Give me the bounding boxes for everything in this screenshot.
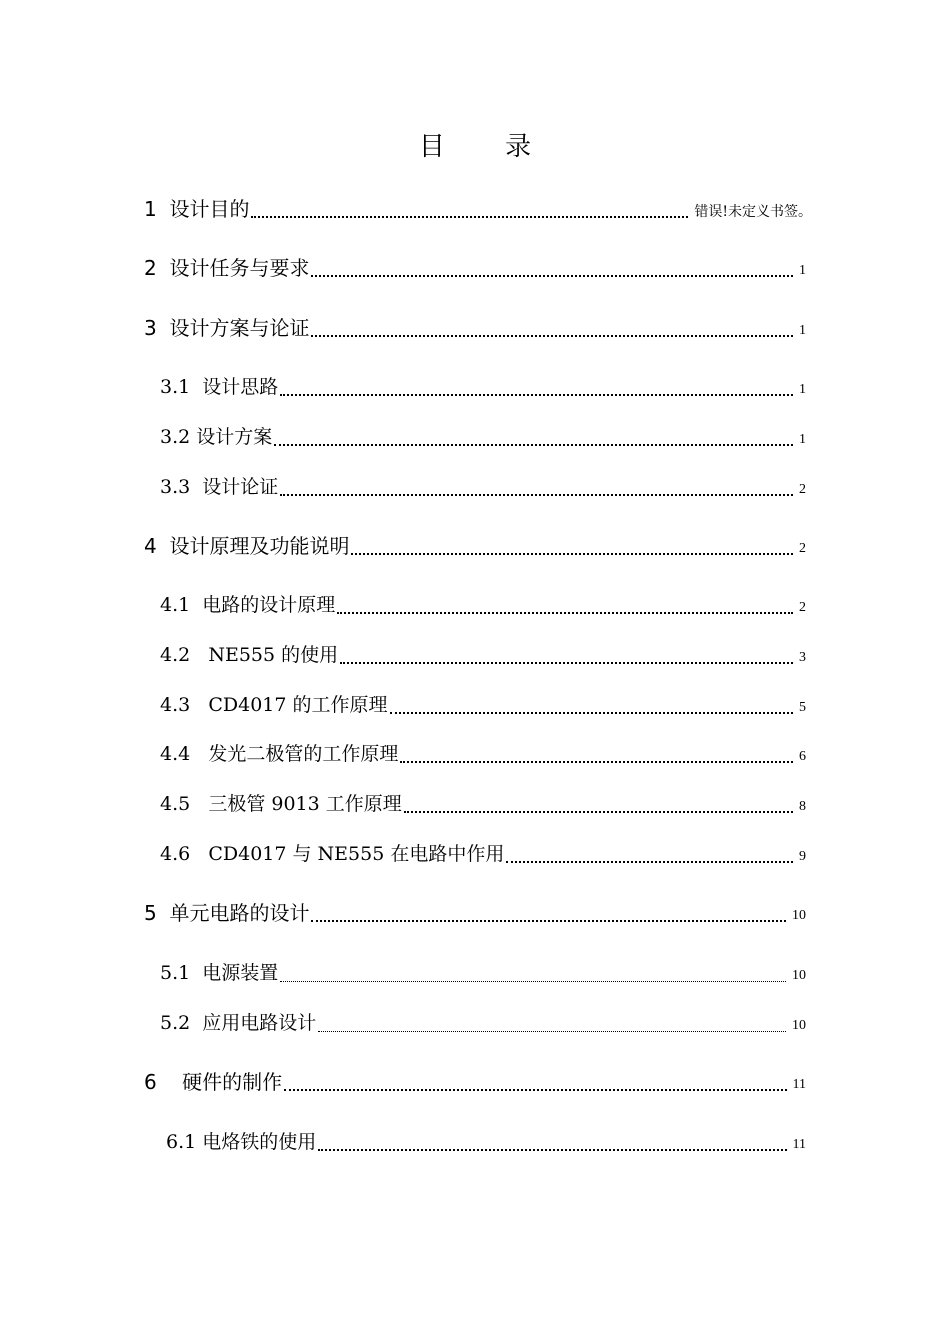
toc-entry-page: 2 xyxy=(799,541,806,556)
toc-entry-page: 2 xyxy=(799,600,806,615)
toc-entry xyxy=(160,470,806,500)
toc-leader xyxy=(311,335,793,337)
toc-entry-label: 5.1 电源装置 xyxy=(160,962,279,984)
toc-leader xyxy=(311,920,786,922)
toc-entry xyxy=(160,588,806,618)
toc-entry xyxy=(160,737,806,767)
toc-entry-label: 3.1 设计思路 xyxy=(160,376,279,398)
toc-entry-page: 1 xyxy=(799,263,806,278)
toc-leader xyxy=(390,712,794,714)
toc-entry-label: 4.1 电路的设计原理 xyxy=(160,594,336,616)
toc-entry-page: 1 xyxy=(799,323,806,338)
toc-entry xyxy=(144,311,806,341)
toc-leader xyxy=(340,662,793,664)
toc-entry-label: 2 设计任务与要求 xyxy=(144,256,310,280)
toc-entry xyxy=(144,1065,806,1095)
toc-entry-page: 2 xyxy=(799,482,806,497)
toc-leader xyxy=(318,1149,786,1151)
toc-entry-label: 4.5 三极管 9013 工作原理 xyxy=(160,793,402,815)
toc-entry-label: 4 设计原理及功能说明 xyxy=(144,534,350,558)
toc-entry-label: 5.2 应用电路设计 xyxy=(160,1012,317,1034)
toc-entry-page: 11 xyxy=(792,1077,806,1092)
toc-entry-label: 4.6 CD4017 与 NE555 在电路中作用 xyxy=(160,843,505,865)
toc-leader xyxy=(311,275,793,277)
toc-entry-label: 4.3 CD4017 的工作原理 xyxy=(160,694,388,716)
toc-leader xyxy=(400,761,793,763)
toc-entry-page: 9 xyxy=(799,849,806,864)
toc-entry-page: 3 xyxy=(799,650,806,665)
toc-entry xyxy=(160,688,806,718)
toc-entry-page: 5 xyxy=(799,700,806,715)
toc-entry-label: 3.3 设计论证 xyxy=(160,476,279,498)
toc-leader xyxy=(318,1031,786,1032)
toc-entry-page: 10 xyxy=(792,1018,806,1033)
toc-entry-page: 错误!未定义书签。 xyxy=(694,204,812,220)
toc-leader xyxy=(280,981,786,982)
toc-entry xyxy=(160,956,806,986)
toc-leader xyxy=(506,861,793,863)
toc-entry-label: 3.2 设计方案 xyxy=(160,426,273,448)
toc-entry xyxy=(160,1006,806,1036)
toc-entry-page: 8 xyxy=(799,799,806,814)
toc-entry-label: 5 单元电路的设计 xyxy=(144,901,310,925)
toc-entry xyxy=(144,192,812,222)
toc-entry-label: 6 硬件的制作 xyxy=(144,1070,283,1094)
toc-entry-label: 4.2 NE555 的使用 xyxy=(160,644,339,666)
toc-leader xyxy=(284,1089,786,1091)
toc-title: 目 录 xyxy=(418,132,558,162)
toc-entry-page: 10 xyxy=(792,908,806,923)
toc-entry xyxy=(160,638,806,668)
toc-entry xyxy=(144,529,806,559)
toc-entry-page: 11 xyxy=(792,1137,806,1152)
toc-entry-label: 1 设计目的 xyxy=(144,197,250,221)
toc-leader xyxy=(404,811,793,813)
toc-entry-label: 6.1 电烙铁的使用 xyxy=(166,1131,317,1153)
toc-entry-page: 10 xyxy=(792,968,806,983)
toc-entry xyxy=(160,420,806,450)
toc-entry xyxy=(144,251,806,281)
toc-entry xyxy=(160,370,806,400)
toc-leader xyxy=(351,553,793,555)
toc-leader xyxy=(337,612,793,614)
toc-leader xyxy=(280,394,793,396)
toc-entry-page: 6 xyxy=(799,749,806,764)
toc-entry-page: 1 xyxy=(799,382,806,397)
toc-entry xyxy=(160,837,806,867)
toc-leader xyxy=(251,216,688,218)
toc-entry xyxy=(166,1125,806,1155)
toc-entry xyxy=(160,787,806,817)
toc-leader xyxy=(280,494,793,496)
toc-entry-label: 3 设计方案与论证 xyxy=(144,316,310,340)
toc-entry-page: 1 xyxy=(799,432,806,447)
toc-entry-label: 4.4 发光二极管的工作原理 xyxy=(160,743,399,765)
toc-entry xyxy=(144,896,806,926)
toc-leader xyxy=(274,444,793,446)
